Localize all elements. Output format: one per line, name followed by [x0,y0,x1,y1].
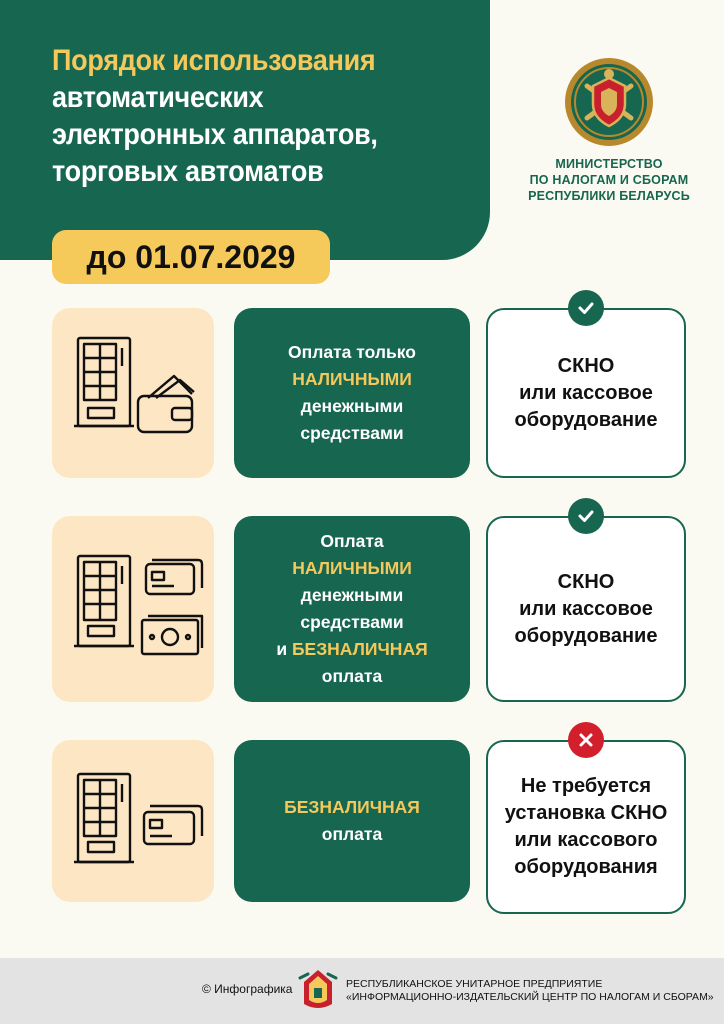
result-text: или кассового [514,829,658,851]
vending-machine-icon [52,516,214,702]
wallet-with-cash-icon [138,376,194,432]
result-text: оборудования [514,856,658,878]
payment-highlight: БЕЗНАЛИЧНАЯ [291,639,428,659]
bank-cards-icon [146,560,202,594]
footer [0,958,724,1024]
title-line: торговых автоматов [52,155,324,188]
title-line: электронных аппаратов, [52,118,378,151]
title-line: Порядок использования [52,44,376,77]
payment-text: средствами [300,423,404,443]
result-text: или кассовое [519,597,653,620]
bank-cards-icon [144,806,202,844]
ministry-emblem-icon [563,56,655,148]
result-text: Не требуется [520,775,652,797]
row3-payment-card [234,740,470,902]
row1-icon-card [52,308,214,478]
ministry-name [516,156,702,204]
payment-highlight: НАЛИЧНЫМИ [292,558,412,578]
check-icon [568,290,604,326]
payment-highlight: БЕЗНАЛИЧНАЯ [284,797,420,817]
title-line: автоматических [52,81,264,114]
payment-highlight: НАЛИЧНЫМИ [292,369,412,389]
ministry-name-line: ПО НАЛОГАМ И СБОРАМ [529,173,689,187]
publisher-logo-icon [298,966,338,1014]
row2-result-card [486,516,686,702]
deadline-badge: до 01.07.2029 [52,230,330,284]
row1-result-card [486,308,686,478]
publisher-line: «ИНФОРМАЦИОННО-ИЗДАТЕЛЬСКИЙ ЦЕНТР ПО НАЛОГАМ И СБОРАМ» [346,991,714,1003]
result-text: установка СКНО [504,802,668,824]
row3-result-card [486,740,686,914]
header-panel [0,0,490,260]
publisher-name [346,978,714,1004]
payment-text-mixed [276,636,427,663]
vending-machine-icon [52,308,214,478]
ministry-block [516,56,702,204]
payment-text: Оплата [320,531,384,551]
payment-text: денежными [300,585,404,605]
ministry-name-line: РЕСПУБЛИКИ БЕЛАРУСЬ [528,189,690,203]
result-text: или кассовое [519,381,653,404]
payment-text: денежными [300,396,404,416]
vending-machine-icon [52,740,214,902]
credit-text: © Инфографика [202,982,293,996]
page-title [52,42,439,190]
row1-payment-card [234,308,470,478]
result-text: оборудование [514,408,658,431]
row3-icon-card [52,740,214,902]
payment-text: оплата [321,666,383,686]
banknotes-icon [142,616,202,654]
result-text: СКНО [557,570,615,593]
row2-payment-card [234,516,470,702]
publisher-line: РЕСПУБЛИКАНСКОЕ УНИТАРНОЕ ПРЕДПРИЯТИЕ [346,978,603,990]
payment-text: Оплата только [288,342,416,362]
payment-text: и [276,639,288,659]
result-text: оборудование [514,624,658,647]
payment-text: оплата [321,824,383,844]
row2-icon-card [52,516,214,702]
payment-text: средствами [300,612,404,632]
cross-icon [568,722,604,758]
check-icon [568,498,604,534]
ministry-name-line: МИНИСТЕРСТВО [555,157,663,171]
result-text: СКНО [557,354,615,377]
